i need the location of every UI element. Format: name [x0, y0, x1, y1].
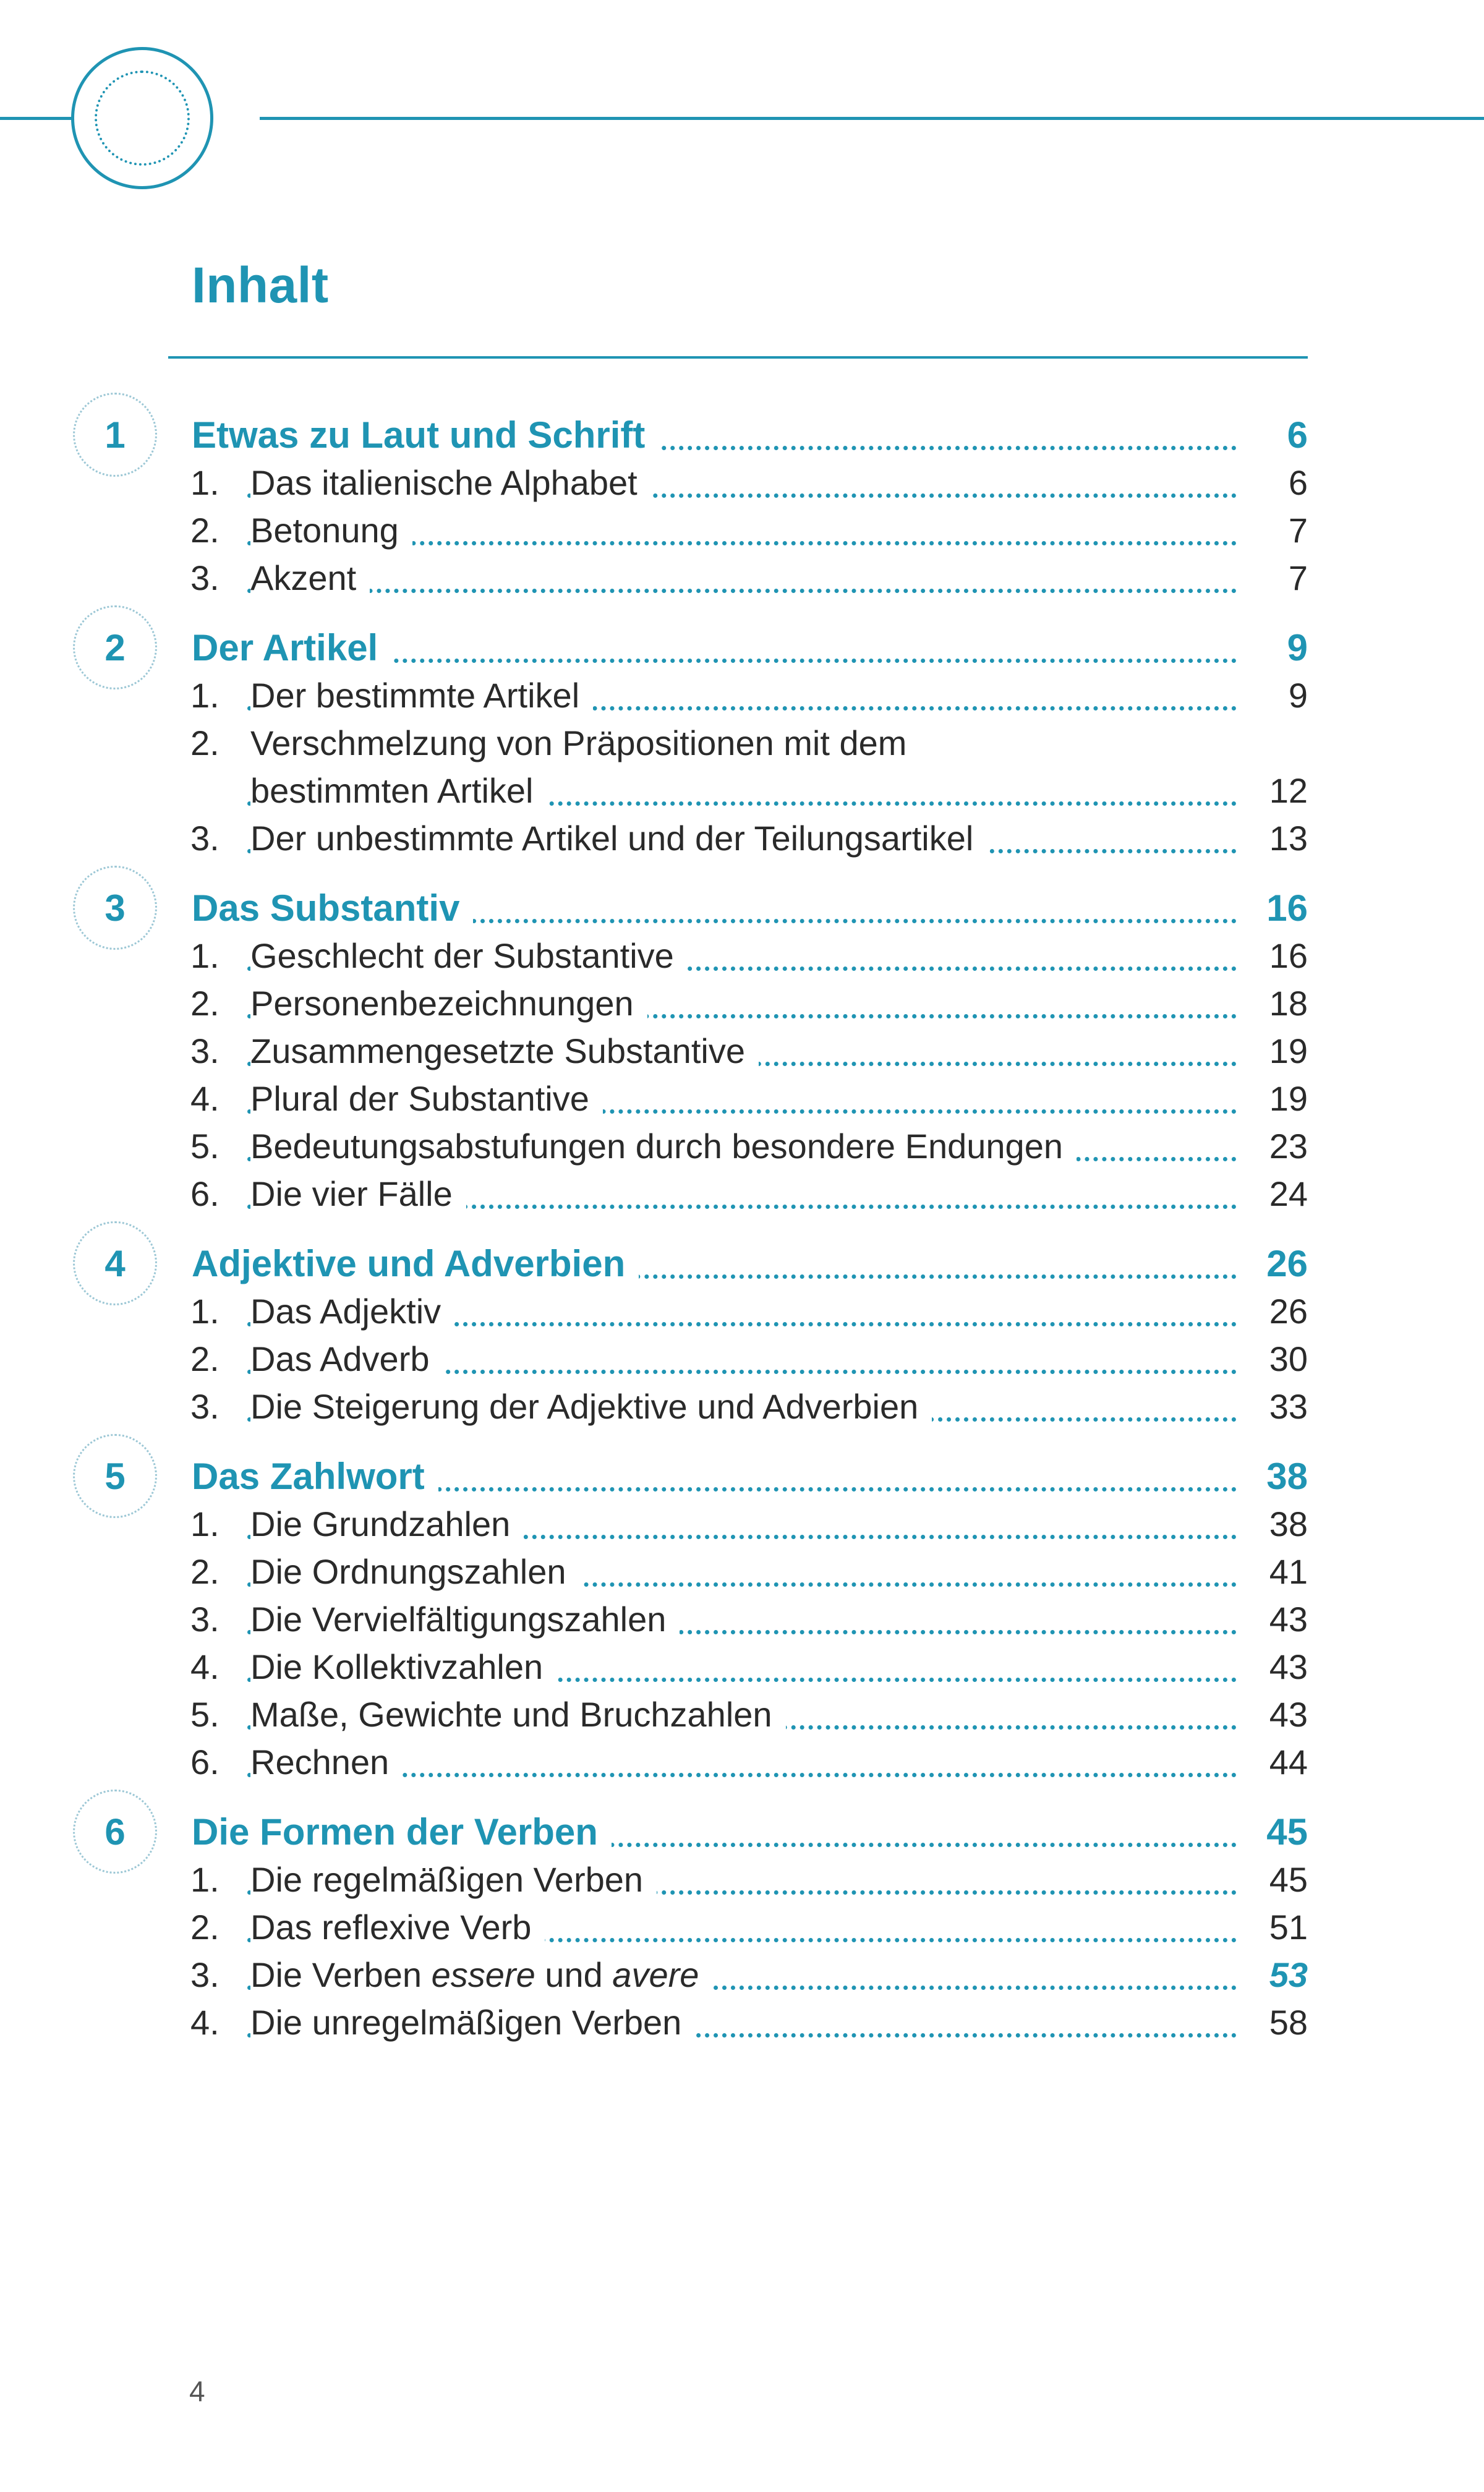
toc-entry-row[interactable]: [0, 506, 1484, 554]
dot-leader: [247, 589, 1237, 593]
entry-page: 43: [1269, 1600, 1308, 1639]
entry-page: 19: [1269, 1079, 1308, 1118]
toc-entry-row[interactable]: [0, 814, 1484, 862]
entry-label: Der unbestimmte Artikel und der Teilungsartikel: [250, 814, 987, 862]
entry-page: 53: [1269, 1955, 1308, 1994]
chapter-heading-row[interactable]: [0, 1808, 1484, 1856]
entry-number: 5.: [190, 1695, 220, 1734]
entry-number: 4.: [190, 2003, 220, 2042]
toc-entry-row[interactable]: [0, 1500, 1484, 1548]
entry-label: Die Steigerung der Adjektive und Adverbien: [250, 1383, 932, 1430]
entry-page: 43: [1269, 1695, 1308, 1734]
entry-label: Die vier Fälle: [250, 1170, 466, 1218]
entry-label: Betonung: [250, 506, 412, 554]
entry-page: 58: [1269, 2003, 1308, 2042]
entry-page: 23: [1269, 1127, 1308, 1166]
entry-number: 2.: [190, 1908, 220, 1947]
entry-number: 1.: [190, 936, 220, 975]
chapter-page: 9: [1287, 627, 1308, 668]
entry-page: 16: [1269, 936, 1308, 975]
entry-page: 30: [1269, 1339, 1308, 1378]
toc-entry-row[interactable]: [0, 1075, 1484, 1122]
title-divider: [168, 356, 1308, 359]
toc-entry-row[interactable]: [0, 1122, 1484, 1170]
entry-page: 33: [1269, 1387, 1308, 1426]
entry-label: Zusammengesetzte Substantive: [250, 1027, 759, 1075]
entry-page: 12: [1269, 771, 1308, 810]
entry-number: 2.: [190, 1552, 220, 1591]
entry-label: Die Kollektivzahlen: [250, 1643, 556, 1691]
header-rule-right: [260, 117, 1484, 120]
chapter-number-badge: 5: [73, 1434, 157, 1518]
entry-number: 3.: [190, 1031, 220, 1070]
toc-entry-row[interactable]: [0, 1170, 1484, 1218]
chapter-title: Die Formen der Verben: [192, 1808, 612, 1856]
entry-label: Akzent: [250, 554, 370, 602]
chapter-heading-row[interactable]: [0, 411, 1484, 459]
chapter-number-badge: 2: [73, 605, 157, 689]
chapter-title: Adjektive und Adverbien: [192, 1240, 639, 1287]
entry-label: Geschlecht der Substantive: [250, 932, 688, 979]
chapter-page: 16: [1266, 887, 1308, 929]
entry-label: Die regelmäßigen Verben: [250, 1856, 657, 1903]
toc-entry-row[interactable]: [0, 1383, 1484, 1430]
entry-label: bestimmten Artikel: [250, 767, 547, 814]
toc-entry-row[interactable]: [0, 459, 1484, 506]
chapter-number-badge: 3: [73, 866, 157, 950]
chapter-heading-row[interactable]: [0, 1240, 1484, 1287]
entry-page: 18: [1269, 984, 1308, 1023]
entry-number: 3.: [190, 1600, 220, 1639]
entry-label: Das italienische Alphabet: [250, 459, 651, 506]
entry-number: 6.: [190, 1174, 220, 1213]
toc-entry-row[interactable]: [0, 1595, 1484, 1643]
circle-logo-icon: [71, 47, 213, 189]
toc-entry-row[interactable]: [0, 1951, 1484, 1999]
entry-number: 3.: [190, 1955, 220, 1994]
toc-entry-row[interactable]: [0, 672, 1484, 719]
chapter-heading-row[interactable]: [0, 624, 1484, 672]
entry-number: 4.: [190, 1079, 220, 1118]
toc-entry-row[interactable]: [0, 932, 1484, 979]
entry-label: Verschmelzung von Präpositionen mit dem: [250, 719, 920, 767]
chapter-title: Das Zahlwort: [192, 1453, 438, 1500]
entry-page: 24: [1269, 1174, 1308, 1213]
toc-entry-row[interactable]: [0, 554, 1484, 602]
chapter-title: Etwas zu Laut und Schrift: [192, 411, 659, 459]
toc-entry-row[interactable]: [0, 1548, 1484, 1595]
entry-label: Die Grundzahlen: [250, 1500, 524, 1548]
toc-entry-row[interactable]: [0, 1999, 1484, 2046]
entry-page: 38: [1269, 1504, 1308, 1543]
chapter-page: 45: [1266, 1811, 1308, 1853]
toc-entry-row[interactable]: [0, 1691, 1484, 1738]
chapter-title: Der Artikel: [192, 624, 391, 672]
toc-entry-row[interactable]: [0, 1903, 1484, 1951]
entry-number: 1.: [190, 1504, 220, 1543]
entry-label: Die Vervielfältigungszahlen: [250, 1595, 680, 1643]
entry-number: 3.: [190, 819, 220, 858]
header-rule-left: [0, 117, 73, 120]
entry-page: 19: [1269, 1031, 1308, 1070]
toc-entry-row[interactable]: [0, 767, 1484, 814]
entry-number: 5.: [190, 1127, 220, 1166]
chapter-number-badge: 6: [73, 1790, 157, 1874]
entry-number: 1.: [190, 463, 220, 502]
chapter-page: 6: [1287, 414, 1308, 456]
entry-label: Plural der Substantive: [250, 1075, 603, 1122]
entry-label: Die Ordnungszahlen: [250, 1548, 580, 1595]
entry-page: 26: [1269, 1292, 1308, 1331]
toc-entry-row[interactable]: [0, 719, 1484, 767]
entry-label: Der bestimmte Artikel: [250, 672, 593, 719]
entry-number: 1.: [190, 1292, 220, 1331]
entry-number: 4.: [190, 1647, 220, 1686]
chapter-heading-row[interactable]: [0, 884, 1484, 932]
toc-entry-row[interactable]: [0, 1027, 1484, 1075]
toc-entry-row[interactable]: [0, 979, 1484, 1027]
entry-page: 44: [1269, 1743, 1308, 1782]
entry-number: 1.: [190, 676, 220, 715]
toc-entry-row[interactable]: [0, 1856, 1484, 1903]
entry-label: Bedeutungsabstufungen durch besondere Endungen: [250, 1122, 1077, 1170]
chapter-heading-row[interactable]: [0, 1453, 1484, 1500]
chapter-page: 38: [1266, 1456, 1308, 1497]
entry-label: Die unregelmäßigen Verben: [250, 1999, 695, 2046]
entry-number: 2.: [190, 984, 220, 1023]
page-number: 4: [189, 2375, 205, 2407]
toc-entry-row[interactable]: [0, 1643, 1484, 1691]
entry-label: Maße, Gewichte und Bruchzahlen: [250, 1691, 786, 1738]
entry-page: 51: [1269, 1908, 1308, 1947]
entry-label: Rechnen: [250, 1738, 403, 1786]
entry-label: Das Adjektiv: [250, 1287, 454, 1335]
entry-label: Das reflexive Verb: [250, 1903, 545, 1951]
entry-label: Personenbezeichnungen: [250, 979, 647, 1027]
entry-number: 6.: [190, 1743, 220, 1782]
entry-page: 7: [1288, 511, 1308, 550]
entry-number: 2.: [190, 511, 220, 550]
entry-label: Die Verben essere und avere: [250, 1951, 712, 1999]
entry-page: 43: [1269, 1647, 1308, 1686]
chapter-page: 26: [1266, 1243, 1308, 1284]
dot-leader: [247, 659, 1237, 663]
toc-entry-row[interactable]: [0, 1335, 1484, 1383]
chapter-title: Das Substantiv: [192, 884, 473, 932]
entry-page: 13: [1269, 819, 1308, 858]
entry-page: 45: [1269, 1860, 1308, 1899]
entry-page: 6: [1288, 463, 1308, 502]
chapter-number-badge: 4: [73, 1221, 157, 1305]
entry-page: 41: [1269, 1552, 1308, 1591]
chapter-number-badge: 1: [73, 393, 157, 477]
entry-number: 2.: [190, 1339, 220, 1378]
toc-entry-row[interactable]: [0, 1287, 1484, 1335]
entry-number: 3.: [190, 558, 220, 597]
entry-page: 7: [1288, 558, 1308, 597]
entry-number: 1.: [190, 1860, 220, 1899]
entry-page: 9: [1288, 676, 1308, 715]
toc-entry-row[interactable]: [0, 1738, 1484, 1786]
entry-label: Das Adverb: [250, 1335, 443, 1383]
entry-number: 2.: [190, 723, 220, 762]
entry-number: 3.: [190, 1387, 220, 1426]
page-title: Inhalt: [192, 257, 329, 314]
